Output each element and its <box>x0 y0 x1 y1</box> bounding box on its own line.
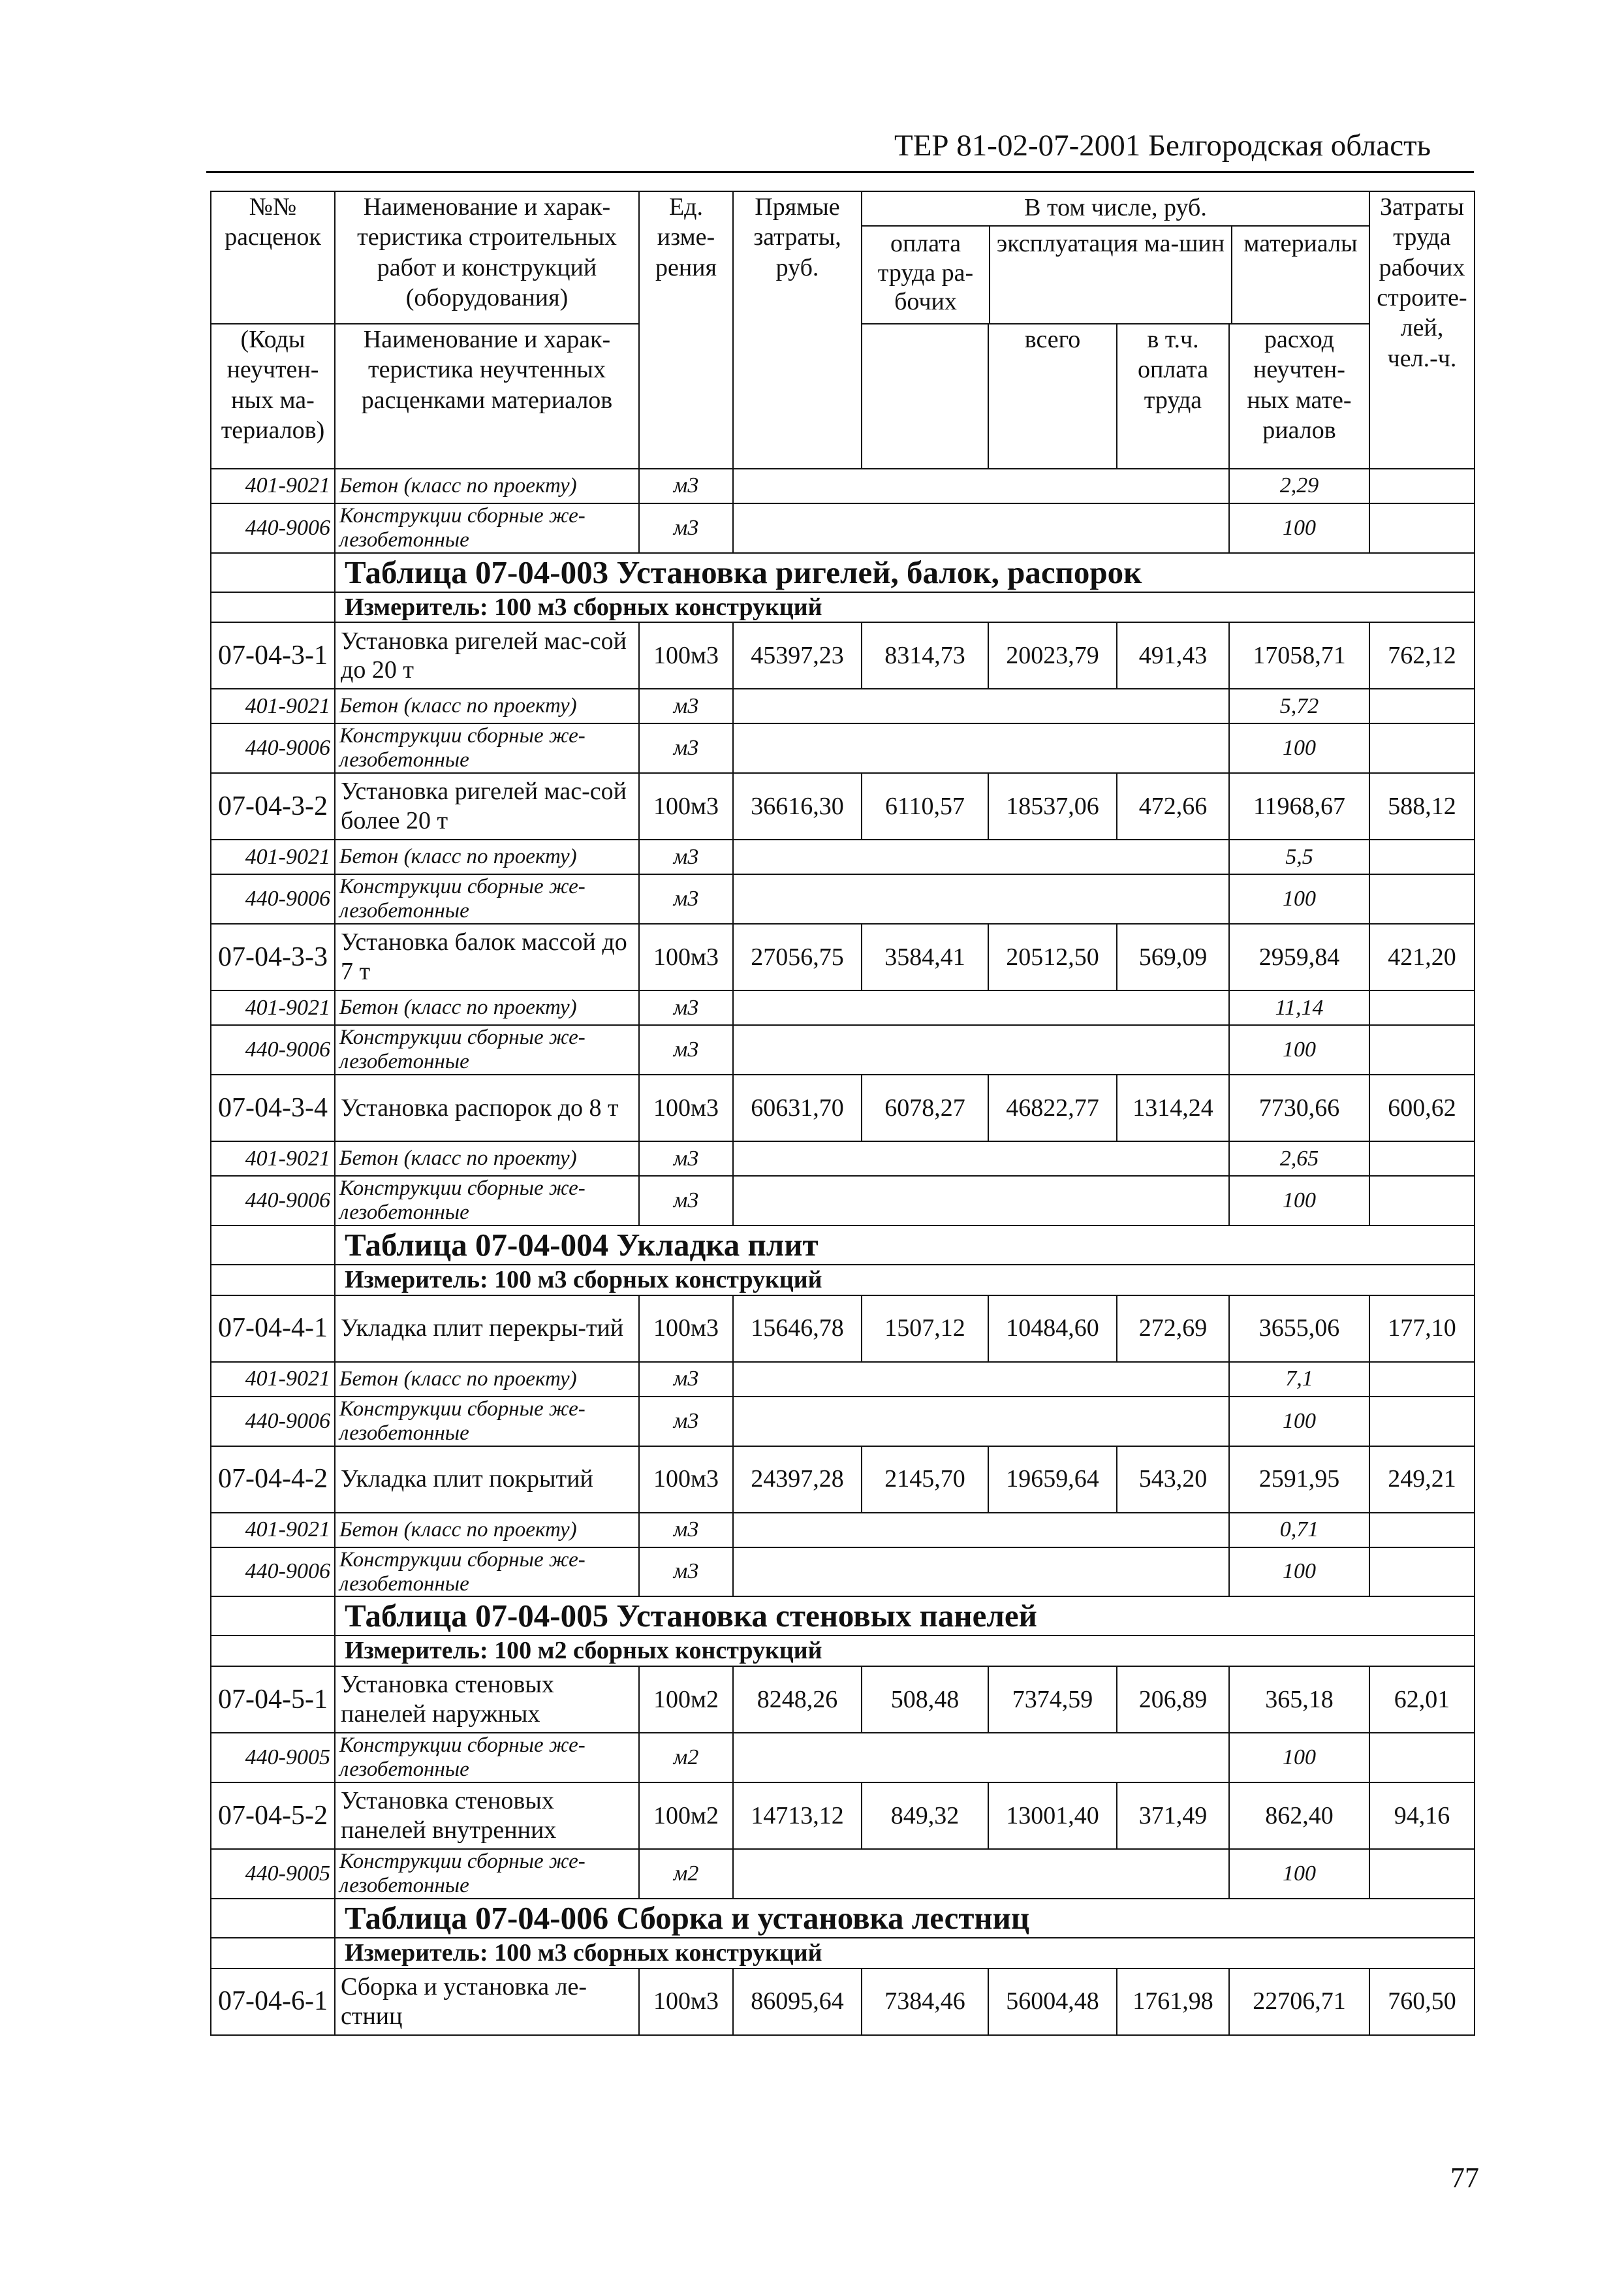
rate-code: 07-04-6-1 <box>211 1969 335 2035</box>
measure-row <box>211 1938 1475 1969</box>
col-header-sub <box>862 225 1369 323</box>
material-consumption: 0,71 <box>1229 1513 1369 1547</box>
material-blank-labor <box>1369 1176 1475 1226</box>
material-unit: м3 <box>639 990 733 1025</box>
material-blank-labor <box>1369 1397 1475 1446</box>
material-name: Бетон (класс по проекту) <box>335 469 639 503</box>
rate-direct-cost: 27056,75 <box>733 924 862 990</box>
table-body <box>211 191 1475 2035</box>
rate-machines: 10484,60 <box>988 1295 1117 1362</box>
material-consumption: 100 <box>1229 723 1369 773</box>
material-unit: м3 <box>639 1025 733 1075</box>
rate-labor: 421,20 <box>1369 924 1475 990</box>
col-header-direct: Прямые затраты, руб. <box>733 191 862 469</box>
rate-direct-cost: 86095,64 <box>733 1969 862 2035</box>
material-consumption: 100 <box>1229 1025 1369 1075</box>
rate-machine-wages: 569,09 <box>1117 924 1229 990</box>
material-blank-labor <box>1369 723 1475 773</box>
rate-name: Укладка плит перекры-тий <box>335 1295 639 1362</box>
material-blank <box>733 1513 1229 1547</box>
measure-unit-caption: Измеритель: 100 м3 сборных конструкций <box>335 1938 1475 1969</box>
rate-unit: 100м3 <box>639 1446 733 1513</box>
rate-labor: 62,01 <box>1369 1666 1475 1733</box>
measure-blank <box>211 592 335 623</box>
rate-unit: 100м3 <box>639 1075 733 1141</box>
col-header-code: №№ расценок <box>211 191 335 324</box>
rate-wages: 8314,73 <box>862 622 988 689</box>
rate-name: Установка распорок до 8 т <box>335 1075 639 1141</box>
rate-direct-cost: 45397,23 <box>733 622 862 689</box>
rate-row <box>211 1075 1475 1141</box>
rate-name: Установка ригелей мас-сой до 20 т <box>335 622 639 689</box>
material-name: Конструкции сборные же-лезобетонные <box>335 1025 639 1075</box>
material-consumption: 5,72 <box>1229 689 1369 723</box>
rate-machines: 7374,59 <box>988 1666 1117 1733</box>
material-unit: м3 <box>639 874 733 924</box>
material-row <box>211 840 1475 874</box>
material-consumption: 100 <box>1229 1176 1369 1226</box>
measure-blank <box>211 1938 335 1969</box>
rate-materials: 22706,71 <box>1229 1969 1369 2035</box>
material-name: Бетон (класс по проекту) <box>335 1362 639 1397</box>
rate-unit: 100м3 <box>639 924 733 990</box>
rate-machines: 20023,79 <box>988 622 1117 689</box>
material-blank-labor <box>1369 1141 1475 1176</box>
material-code: 440-9005 <box>211 1849 335 1899</box>
col-header-machines: эксплуатация ма-шин <box>990 227 1232 323</box>
material-code: 401-9021 <box>211 840 335 874</box>
rate-machine-wages: 543,20 <box>1117 1446 1229 1513</box>
rate-materials: 862,40 <box>1229 1782 1369 1849</box>
col-header-mach-total: всего <box>988 324 1117 469</box>
material-name: Конструкции сборные же-лезобетонные <box>335 503 639 553</box>
rate-labor: 760,50 <box>1369 1969 1475 2035</box>
rate-name: Сборка и установка ле-стниц <box>335 1969 639 2035</box>
material-blank-labor <box>1369 840 1475 874</box>
material-row <box>211 990 1475 1025</box>
rate-materials: 7730,66 <box>1229 1075 1369 1141</box>
rate-code: 07-04-3-4 <box>211 1075 335 1141</box>
material-consumption: 5,5 <box>1229 840 1369 874</box>
material-row <box>211 1513 1475 1547</box>
material-row <box>211 1362 1475 1397</box>
rate-unit: 100м2 <box>639 1666 733 1733</box>
material-blank <box>733 1176 1229 1226</box>
table-title: Таблица 07-04-005 Установка стеновых панелей <box>335 1596 1475 1636</box>
rate-wages: 508,48 <box>862 1666 988 1733</box>
material-row <box>211 469 1475 503</box>
col-header-matcode: (Коды неучтен-ных ма-териалов) <box>211 324 335 469</box>
rate-machines: 18537,06 <box>988 773 1117 840</box>
rate-wages: 7384,46 <box>862 1969 988 2035</box>
rate-row <box>211 924 1475 990</box>
material-code: 440-9006 <box>211 1397 335 1446</box>
rate-materials: 3655,06 <box>1229 1295 1369 1362</box>
material-unit: м2 <box>639 1733 733 1782</box>
material-name: Бетон (класс по проекту) <box>335 1513 639 1547</box>
measure-blank <box>211 1265 335 1295</box>
measure-row <box>211 1636 1475 1666</box>
rate-unit: 100м3 <box>639 1969 733 2035</box>
material-blank-labor <box>1369 1547 1475 1597</box>
material-name: Конструкции сборные же-лезобетонные <box>335 874 639 924</box>
material-consumption: 2,65 <box>1229 1141 1369 1176</box>
rate-machines: 19659,64 <box>988 1446 1117 1513</box>
material-row <box>211 503 1475 553</box>
material-blank <box>733 990 1229 1025</box>
rate-machines: 46822,77 <box>988 1075 1117 1141</box>
material-blank-labor <box>1369 689 1475 723</box>
title-blank <box>211 1596 335 1636</box>
rate-labor: 600,62 <box>1369 1075 1475 1141</box>
rate-code: 07-04-4-1 <box>211 1295 335 1362</box>
material-blank <box>733 503 1229 553</box>
col-header-wages-blank <box>862 324 988 469</box>
col-header-incl: В том числе, руб. <box>1024 194 1207 221</box>
measure-row <box>211 1265 1475 1295</box>
material-blank-labor <box>1369 1025 1475 1075</box>
material-unit: м3 <box>639 1513 733 1547</box>
rate-machine-wages: 472,66 <box>1117 773 1229 840</box>
measure-unit-caption: Измеритель: 100 м3 сборных конструкций <box>335 592 1475 623</box>
material-consumption: 100 <box>1229 874 1369 924</box>
page-number: 77 <box>1450 2162 1479 2194</box>
material-code: 401-9021 <box>211 1362 335 1397</box>
rate-name: Установка стеновых панелей внутренних <box>335 1782 639 1849</box>
rate-wages: 2145,70 <box>862 1446 988 1513</box>
rate-row <box>211 1969 1475 2035</box>
measure-blank <box>211 1636 335 1666</box>
rate-labor: 588,12 <box>1369 773 1475 840</box>
material-name: Конструкции сборные же-лезобетонные <box>335 1733 639 1782</box>
material-row <box>211 1849 1475 1899</box>
rate-materials: 365,18 <box>1229 1666 1369 1733</box>
col-header-name: Наименование и харак-теристика строительных работ и конструкций (оборудования) <box>335 191 639 324</box>
rate-code: 07-04-5-2 <box>211 1782 335 1849</box>
material-row <box>211 689 1475 723</box>
material-code: 440-9006 <box>211 1025 335 1075</box>
material-blank-labor <box>1369 469 1475 503</box>
rate-machines: 13001,40 <box>988 1782 1117 1849</box>
col-header-unit: Ед. изме-рения <box>639 191 733 469</box>
rate-machine-wages: 491,43 <box>1117 622 1229 689</box>
material-code: 440-9006 <box>211 503 335 553</box>
rate-row <box>211 773 1475 840</box>
measure-unit-caption: Измеритель: 100 м3 сборных конструкций <box>335 1265 1475 1295</box>
material-consumption: 11,14 <box>1229 990 1369 1025</box>
material-consumption: 2,29 <box>1229 469 1369 503</box>
material-name: Бетон (класс по проекту) <box>335 1141 639 1176</box>
rate-row <box>211 1446 1475 1513</box>
rate-direct-cost: 60631,70 <box>733 1075 862 1141</box>
material-unit: м3 <box>639 1362 733 1397</box>
rate-unit: 100м3 <box>639 1295 733 1362</box>
table-title: Таблица 07-04-004 Укладка плит <box>335 1226 1475 1265</box>
rate-direct-cost: 14713,12 <box>733 1782 862 1849</box>
material-blank-labor <box>1369 1362 1475 1397</box>
material-unit: м2 <box>639 1849 733 1899</box>
rate-materials: 11968,67 <box>1229 773 1369 840</box>
material-blank-labor <box>1369 503 1475 553</box>
rate-row <box>211 1782 1475 1849</box>
material-name: Конструкции сборные же-лезобетонные <box>335 1397 639 1446</box>
material-blank <box>733 1849 1229 1899</box>
material-name: Бетон (класс по проекту) <box>335 689 639 723</box>
rate-machine-wages: 1761,98 <box>1117 1969 1229 2035</box>
rate-code: 07-04-5-1 <box>211 1666 335 1733</box>
rate-labor: 762,12 <box>1369 622 1475 689</box>
material-blank <box>733 1733 1229 1782</box>
table-title-row <box>211 553 1475 592</box>
material-unit: м3 <box>639 840 733 874</box>
material-name: Конструкции сборные же-лезобетонные <box>335 723 639 773</box>
material-consumption: 100 <box>1229 1733 1369 1782</box>
rate-labor: 177,10 <box>1369 1295 1475 1362</box>
material-row <box>211 874 1475 924</box>
rate-wages: 6110,57 <box>862 773 988 840</box>
measure-unit-caption: Измеритель: 100 м2 сборных конструкций <box>335 1636 1475 1666</box>
rate-name: Установка балок массой до 7 т <box>335 924 639 990</box>
rate-wages: 849,32 <box>862 1782 988 1849</box>
material-name: Бетон (класс по проекту) <box>335 840 639 874</box>
table-title-row <box>211 1899 1475 1938</box>
material-unit: м3 <box>639 723 733 773</box>
title-blank <box>211 1899 335 1938</box>
rate-labor: 249,21 <box>1369 1446 1475 1513</box>
rate-unit: 100м3 <box>639 773 733 840</box>
material-code: 401-9021 <box>211 469 335 503</box>
material-name: Конструкции сборные же-лезобетонные <box>335 1547 639 1597</box>
material-unit: м3 <box>639 1397 733 1446</box>
material-blank-labor <box>1369 1513 1475 1547</box>
material-consumption: 7,1 <box>1229 1362 1369 1397</box>
rate-code: 07-04-3-2 <box>211 773 335 840</box>
material-row <box>211 1733 1475 1782</box>
material-consumption: 100 <box>1229 1397 1369 1446</box>
material-unit: м3 <box>639 689 733 723</box>
rate-labor: 94,16 <box>1369 1782 1475 1849</box>
rate-row <box>211 1295 1475 1362</box>
material-row <box>211 1025 1475 1075</box>
measure-row <box>211 592 1475 623</box>
rate-code: 07-04-4-2 <box>211 1446 335 1513</box>
material-consumption: 100 <box>1229 1547 1369 1597</box>
material-blank-labor <box>1369 990 1475 1025</box>
material-code: 401-9021 <box>211 1513 335 1547</box>
col-header-mach-wages: в т.ч. оплата труда <box>1117 324 1229 469</box>
material-code: 440-9005 <box>211 1733 335 1782</box>
material-row <box>211 1141 1475 1176</box>
rate-wages: 1507,12 <box>862 1295 988 1362</box>
material-row <box>211 1176 1475 1226</box>
header-rule <box>206 171 1474 173</box>
material-consumption: 100 <box>1229 503 1369 553</box>
material-blank <box>733 723 1229 773</box>
col-header-materials: материалы <box>1243 229 1358 257</box>
material-code: 440-9006 <box>211 1176 335 1226</box>
rate-wages: 3584,41 <box>862 924 988 990</box>
material-unit: м3 <box>639 1547 733 1597</box>
rate-row <box>211 622 1475 689</box>
rate-unit: 100м2 <box>639 1782 733 1849</box>
material-name: Бетон (класс по проекту) <box>335 990 639 1025</box>
rate-unit: 100м3 <box>639 622 733 689</box>
material-blank <box>733 874 1229 924</box>
rate-machine-wages: 272,69 <box>1117 1295 1229 1362</box>
material-code: 401-9021 <box>211 689 335 723</box>
material-blank-labor <box>1369 1849 1475 1899</box>
material-code: 401-9021 <box>211 990 335 1025</box>
rate-direct-cost: 8248,26 <box>733 1666 862 1733</box>
rate-machine-wages: 371,49 <box>1117 1782 1229 1849</box>
title-blank <box>211 1226 335 1265</box>
rate-direct-cost: 15646,78 <box>733 1295 862 1362</box>
material-blank <box>733 1547 1229 1597</box>
material-blank <box>733 469 1229 503</box>
col-header-mat-consumption: расход неучтен-ных мате-риалов <box>1229 324 1369 469</box>
rate-name: Установка ригелей мас-сой более 20 т <box>335 773 639 840</box>
material-blank <box>733 1025 1229 1075</box>
material-unit: м3 <box>639 469 733 503</box>
rate-direct-cost: 24397,28 <box>733 1446 862 1513</box>
material-row <box>211 1397 1475 1446</box>
rate-code: 07-04-3-1 <box>211 622 335 689</box>
material-blank-labor <box>1369 1733 1475 1782</box>
material-code: 401-9021 <box>211 1141 335 1176</box>
material-row <box>211 1547 1475 1597</box>
rate-row <box>211 1666 1475 1733</box>
material-name: Конструкции сборные же-лезобетонные <box>335 1849 639 1899</box>
material-unit: м3 <box>639 503 733 553</box>
table-title: Таблица 07-04-006 Сборка и установка лестниц <box>335 1899 1475 1938</box>
rates-table <box>210 191 1475 2036</box>
rate-wages: 6078,27 <box>862 1075 988 1141</box>
material-code: 440-9006 <box>211 874 335 924</box>
rate-direct-cost: 36616,30 <box>733 773 862 840</box>
col-header-labor: Затраты труда рабочих строите-лей, чел.-ч. <box>1369 191 1475 469</box>
material-blank-labor <box>1369 874 1475 924</box>
material-unit: м3 <box>639 1176 733 1226</box>
rate-machines: 20512,50 <box>988 924 1117 990</box>
rate-machine-wages: 1314,24 <box>1117 1075 1229 1141</box>
rate-materials: 17058,71 <box>1229 622 1369 689</box>
material-blank <box>733 840 1229 874</box>
material-name: Конструкции сборные же-лезобетонные <box>335 1176 639 1226</box>
rate-code: 07-04-3-3 <box>211 924 335 990</box>
col-header-incl-wrap <box>862 191 1369 324</box>
material-blank <box>733 689 1229 723</box>
material-blank <box>733 1141 1229 1176</box>
table-title-row <box>211 1226 1475 1265</box>
rate-materials: 2959,84 <box>1229 924 1369 990</box>
material-unit: м3 <box>639 1141 733 1176</box>
material-code: 440-9006 <box>211 723 335 773</box>
material-code: 440-9006 <box>211 1547 335 1597</box>
header-row-top <box>211 191 1475 324</box>
title-blank <box>211 553 335 592</box>
material-blank <box>733 1397 1229 1446</box>
rate-machine-wages: 206,89 <box>1117 1666 1229 1733</box>
rate-machines: 56004,48 <box>988 1969 1117 2035</box>
col-header-wages: оплата труда ра-бочих <box>862 227 990 323</box>
col-header-matname: Наименование и харак-теристика неучтенных расценками материалов <box>335 324 639 469</box>
table-title-row <box>211 1596 1475 1636</box>
rate-materials: 2591,95 <box>1229 1446 1369 1513</box>
table-title: Таблица 07-04-003 Установка ригелей, балок, распорок <box>335 553 1475 592</box>
rate-name: Установка стеновых панелей наружных <box>335 1666 639 1733</box>
material-blank <box>733 1362 1229 1397</box>
material-row <box>211 723 1475 773</box>
rate-name: Укладка плит покрытий <box>335 1446 639 1513</box>
page-header: ТЕР 81-02-07-2001 Белгородская область <box>894 129 1431 163</box>
material-consumption: 100 <box>1229 1849 1369 1899</box>
